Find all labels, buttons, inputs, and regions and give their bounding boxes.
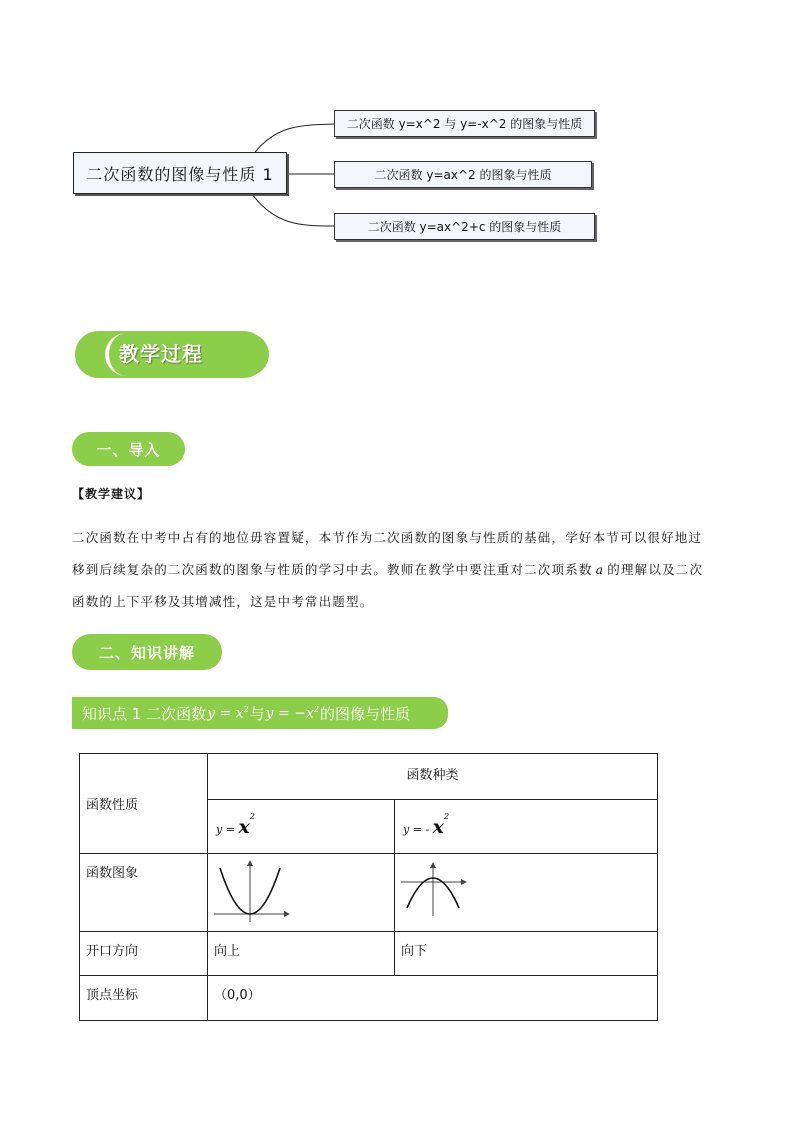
row-graph-label: 函数图象 bbox=[86, 866, 139, 881]
section-title: 教学过程 bbox=[119, 342, 203, 366]
kp-formula-2: $y = -x^2$ bbox=[265, 704, 319, 722]
kp-suffix: 的图像与性质 bbox=[319, 704, 410, 723]
row-vertex-label: 顶点坐标 bbox=[86, 988, 139, 1003]
vertex-value: （0,0） bbox=[214, 988, 261, 1003]
row-header-cell bbox=[80, 754, 208, 854]
mindmap-child-node: 二次函数 y=x^2 与 y=-x^2 的图象与性质 bbox=[334, 110, 595, 137]
opening-up-value: 向上 bbox=[214, 944, 241, 959]
intro-line-text: 移到后续复杂的二次函数的图象与性质的学习中去。教师在教学中要注重对二次项系数 bbox=[72, 562, 593, 577]
knowledge-heading: 二、知识讲解 bbox=[72, 634, 222, 670]
col-header-label: 函数种类 bbox=[406, 768, 459, 783]
intro-paragraph-line bbox=[72, 562, 722, 578]
mindmap-child-node: 二次函数 y=ax^2+c 的图象与性质 bbox=[334, 213, 595, 240]
mindmap-child-node: 二次函数 y=ax^2 的图象与性质 bbox=[334, 161, 592, 188]
value-cell bbox=[208, 976, 658, 1021]
row-header-cell bbox=[80, 976, 208, 1021]
formula-cell bbox=[395, 800, 658, 854]
value-cell bbox=[208, 932, 395, 976]
parabola-down-graph bbox=[401, 860, 471, 920]
teaching-tip-label: 【教学建议】 bbox=[72, 487, 151, 501]
kp-formula-1: $y = x^2$ bbox=[207, 704, 249, 722]
formula-y-equals-x2: $y = x^2$ bbox=[216, 812, 255, 838]
kp-connector: 与 bbox=[249, 704, 265, 723]
row-header-cell bbox=[80, 854, 208, 932]
kp-prefix: 知识点 1 二次函数 bbox=[82, 704, 207, 723]
graph-cell bbox=[395, 854, 658, 932]
mindmap-root-node: 二次函数的图像与性质 1 bbox=[73, 152, 287, 194]
properties-table bbox=[79, 753, 658, 1021]
formula-cell bbox=[208, 800, 395, 854]
opening-down-value: 向下 bbox=[401, 944, 428, 959]
formula-y-equals-neg-x2: y = - $x^2$ bbox=[403, 812, 450, 838]
row-header-cell bbox=[80, 932, 208, 976]
row-opening-label: 开口方向 bbox=[86, 944, 139, 959]
intro-heading: 一、导入 bbox=[72, 432, 185, 466]
coefficient-variable: a bbox=[595, 562, 605, 577]
parabola-up-graph bbox=[214, 860, 294, 924]
row-property-label: 函数性质 bbox=[86, 798, 139, 813]
section-title-banner bbox=[75, 331, 267, 378]
intro-paragraph-line: 函数的上下平移及其增减性，这是中考常出题型。 bbox=[72, 594, 374, 609]
knowledge-point-bar bbox=[72, 697, 448, 729]
intro-paragraph-line: 二次函数在中考中占有的地位毋容置疑，本节作为二次函数的图象与性质的基础，学好本节可以很好地过 bbox=[72, 530, 703, 545]
graph-cell bbox=[208, 854, 395, 932]
value-cell bbox=[395, 932, 658, 976]
column-header-cell bbox=[208, 754, 658, 800]
intro-line-text: 的理解以及二次 bbox=[607, 562, 704, 577]
